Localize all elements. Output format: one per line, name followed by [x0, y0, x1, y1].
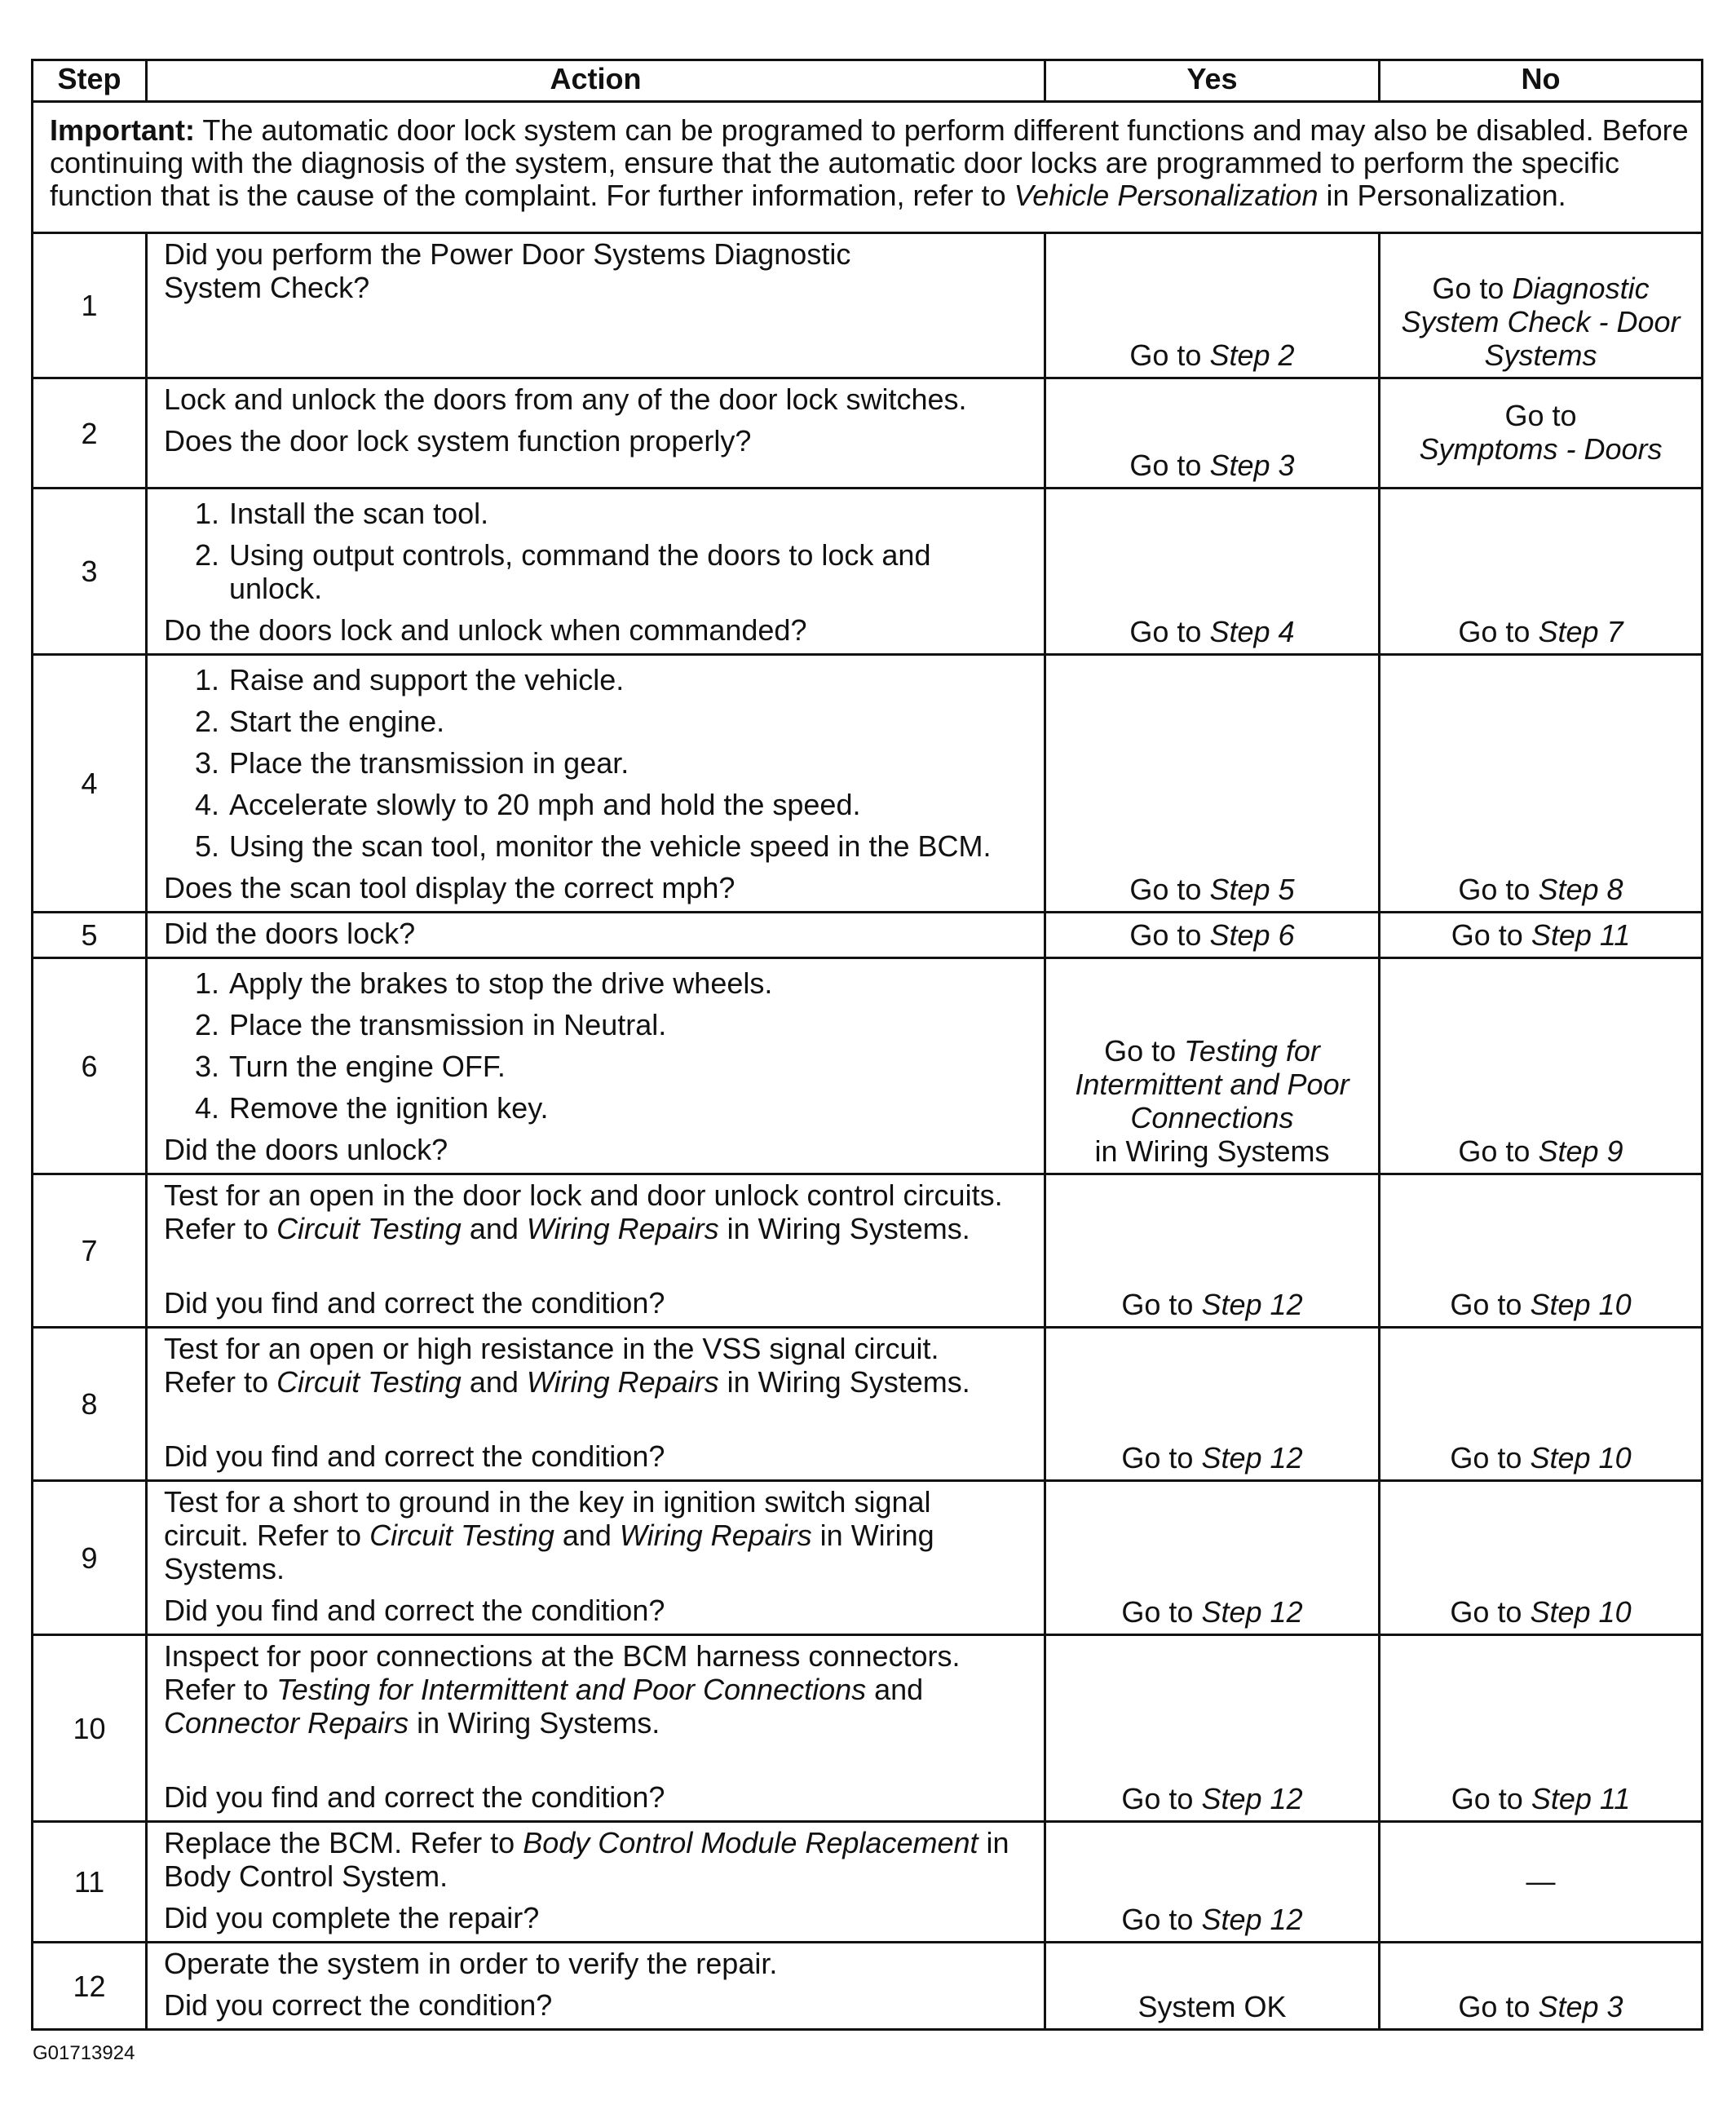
action-text: Replace the BCM. Refer to Body Control Module Replacement in Body Control System.: [164, 1826, 1009, 1893]
no-link[interactable]: Step 7: [1538, 615, 1623, 648]
action-question: Do the doors lock and unlock when commanded?: [164, 613, 807, 647]
table-row: [33, 1635, 1703, 1822]
yes-link[interactable]: Testing for Intermittent and Poor Connections: [1075, 1034, 1349, 1134]
yes-cell: [1045, 1328, 1380, 1481]
goto-text: Go to: [1504, 399, 1577, 432]
no-link[interactable]: Symptoms - Doors: [1419, 432, 1663, 466]
important-text: The automatic door lock system can be programed to perform different functions and may also be disabled. Before continuing with the diagnosis of the system, ensure that the automatic door locks are programmed to perform the specific function that is the cause of the complaint. For further information, refer to: [50, 113, 1689, 212]
yes-cell: [1045, 1635, 1380, 1822]
ref-link[interactable]: Wiring Repairs: [526, 1212, 719, 1245]
goto-text: Go to: [1121, 1903, 1194, 1936]
diagnostic-table: [31, 59, 1703, 2031]
no-link[interactable]: Step 10: [1530, 1288, 1632, 1321]
ref-link[interactable]: Circuit Testing: [369, 1519, 554, 1552]
ref-link[interactable]: Body Control Module Replacement: [523, 1826, 978, 1859]
no-cell: [1380, 378, 1703, 489]
action-cell: [147, 489, 1045, 655]
action-text: Test for an open in the door lock and door unlock control circuits. Refer to Circuit Testing and Wiring Repairs in Wiring Systems.: [164, 1178, 1003, 1245]
table-row: [33, 1174, 1703, 1328]
step-number: 5: [33, 913, 147, 958]
step-number: 11: [33, 1822, 147, 1943]
action-cell: [147, 1822, 1045, 1943]
yes-cell: [1045, 1481, 1380, 1635]
action-cell: [147, 233, 1045, 378]
yes-cell: [1045, 489, 1380, 655]
no-cell: [1380, 1481, 1703, 1635]
no-cell: [1380, 1174, 1703, 1328]
no-cell: [1380, 1328, 1703, 1481]
action-question: Did the doors lock?: [164, 917, 416, 950]
list-item: 1. Apply the brakes to stop the drive wheels.: [194, 966, 773, 1000]
yes-link[interactable]: Step 4: [1209, 615, 1295, 648]
goto-text: Go to: [1129, 918, 1202, 952]
yes-link[interactable]: Step 12: [1201, 1288, 1303, 1321]
list-item: 2. Place the transmission in Neutral.: [194, 1008, 667, 1041]
action-cell: [147, 913, 1045, 958]
yes-cell: [1045, 1822, 1380, 1943]
yes-link[interactable]: Step 12: [1201, 1595, 1303, 1629]
action-text: Test for a short to ground in the key in ignition switch signal circuit. Refer to Circuit Testing and Wiring Repairs in Wiring Systems.: [164, 1485, 934, 1585]
goto-text: Go to: [1458, 1990, 1531, 2023]
action-cell: [147, 378, 1045, 489]
table-row: [33, 489, 1703, 655]
important-ref: Vehicle Personalization: [1014, 179, 1319, 212]
goto-text: Go to: [1450, 1288, 1522, 1321]
table-row: [33, 655, 1703, 913]
action-question: Does the door lock system function properly?: [164, 424, 752, 458]
goto-text: Go to: [1451, 1782, 1523, 1815]
goto-text: Go to: [1121, 1441, 1194, 1475]
goto-text: Go to: [1129, 449, 1202, 482]
yes-cell: [1045, 378, 1380, 489]
action-question: Did the doors unlock?: [164, 1133, 448, 1166]
action-text: Lock and unlock the doors from any of the door lock switches.: [164, 382, 967, 416]
no-link[interactable]: Step 3: [1538, 1990, 1623, 2023]
goto-text: Go to: [1129, 338, 1202, 372]
list-item: 4. Remove the ignition key.: [194, 1091, 549, 1125]
action-cell: [147, 1174, 1045, 1328]
no-cell: [1380, 958, 1703, 1174]
step-list: [164, 663, 1036, 863]
header-action: Action: [147, 60, 1045, 102]
list-item: 5. Using the scan tool, monitor the vehicle speed in the BCM.: [194, 829, 992, 863]
step-number: 2: [33, 378, 147, 489]
no-dash: —: [1526, 1864, 1556, 1898]
list-item: 4. Accelerate slowly to 20 mph and hold the speed.: [194, 788, 861, 821]
yes-link[interactable]: Step 6: [1209, 918, 1295, 952]
step-number: 6: [33, 958, 147, 1174]
list-item: 2. Using output controls, command the doors to lock and unlock.: [194, 538, 931, 605]
list-item: 1. Raise and support the vehicle.: [194, 663, 625, 696]
yes-cell: [1045, 958, 1380, 1174]
list-item: 3. Turn the engine OFF.: [194, 1050, 506, 1083]
no-cell: [1380, 655, 1703, 913]
yes-link[interactable]: Step 12: [1201, 1782, 1303, 1815]
goto-text: Go to: [1121, 1782, 1194, 1815]
action-cell: [147, 958, 1045, 1174]
no-cell: [1380, 489, 1703, 655]
ref-link[interactable]: Wiring Repairs: [526, 1365, 719, 1399]
important-row: [33, 102, 1703, 233]
yes-result: System OK: [1137, 1990, 1287, 2023]
goto-text: Go to: [1129, 615, 1202, 648]
ref-link[interactable]: Circuit Testing: [276, 1365, 462, 1399]
step-number: 7: [33, 1174, 147, 1328]
ref-link[interactable]: Circuit Testing: [276, 1212, 462, 1245]
step-number: 10: [33, 1635, 147, 1822]
step-number: 1: [33, 233, 147, 378]
yes-cell: [1045, 233, 1380, 378]
table-row: [33, 1481, 1703, 1635]
list-item: 1. Install the scan tool.: [194, 497, 489, 530]
step-number: 3: [33, 489, 147, 655]
action-cell: [147, 655, 1045, 913]
no-link[interactable]: Step 11: [1531, 918, 1631, 952]
ref-link[interactable]: Wiring Repairs: [619, 1519, 812, 1552]
table-row: [33, 958, 1703, 1174]
action-cell: [147, 1635, 1045, 1822]
action-question: Did you correct the condition?: [164, 1988, 553, 2022]
no-link[interactable]: Step 9: [1538, 1134, 1623, 1168]
step-list: [164, 497, 1036, 605]
goto-text: Go to: [1458, 873, 1531, 906]
table-row: [33, 1822, 1703, 1943]
goto-text: Go to: [1104, 1034, 1177, 1068]
step-number: 12: [33, 1943, 147, 2030]
goto-text: Go to: [1458, 615, 1531, 648]
goto-text: Go to: [1129, 873, 1202, 906]
important-note: [33, 102, 1703, 233]
action-cell: [147, 1328, 1045, 1481]
no-link[interactable]: Step 8: [1538, 873, 1623, 906]
action-question: Did you find and correct the condition?: [164, 1780, 665, 1814]
no-link[interactable]: Step 10: [1530, 1441, 1632, 1475]
header-no: No: [1380, 60, 1703, 102]
action-cell: [147, 1481, 1045, 1635]
table-row: [33, 1943, 1703, 2030]
goto-text: Go to: [1121, 1595, 1194, 1629]
list-item: 2. Start the engine.: [194, 705, 445, 738]
goto-text: Go to: [1458, 1134, 1531, 1168]
goto-text: Go to: [1121, 1288, 1194, 1321]
no-cell: [1380, 913, 1703, 958]
ref-link[interactable]: Testing for Intermittent and Poor Connections: [276, 1673, 867, 1706]
action-question: Does the scan tool display the correct mph?: [164, 871, 735, 904]
goto-text: Go to: [1432, 272, 1504, 305]
yes-link[interactable]: Step 12: [1201, 1903, 1303, 1936]
yes-cell: [1045, 1943, 1380, 2030]
no-cell: [1380, 1943, 1703, 2030]
no-cell: [1380, 233, 1703, 378]
step-number: 4: [33, 655, 147, 913]
action-question: Did you find and correct the condition?: [164, 1594, 665, 1627]
yes-cell: [1045, 655, 1380, 913]
ref-link[interactable]: Connector Repairs: [164, 1706, 409, 1740]
table-row: [33, 1328, 1703, 1481]
step-list: [164, 966, 1036, 1125]
figure-id: G01713924: [33, 2042, 135, 2064]
yes-cell: [1045, 913, 1380, 958]
no-cell: [1380, 1635, 1703, 1822]
yes-cell: [1045, 1174, 1380, 1328]
step-number: 8: [33, 1328, 147, 1481]
action-question: Did you find and correct the condition?: [164, 1439, 665, 1473]
no-link[interactable]: Step 10: [1530, 1595, 1632, 1629]
goto-text: Go to: [1450, 1441, 1522, 1475]
goto-text: Go to: [1450, 1595, 1522, 1629]
action-text: Inspect for poor connections at the BCM harness connectors. Refer to Testing for Intermittent and Poor Connections and Connector Repairs in Wiring Systems.: [164, 1639, 961, 1740]
yes-link[interactable]: Step 2: [1209, 338, 1295, 372]
goto-text: Go to: [1451, 918, 1523, 952]
no-cell: [1380, 1822, 1703, 1943]
yes-link[interactable]: Step 3: [1209, 449, 1295, 482]
action-text: Operate the system in order to verify the repair.: [164, 1947, 778, 1980]
no-link[interactable]: Step 11: [1531, 1782, 1631, 1815]
no-link[interactable]: Diagnostic System Check - Door Systems: [1401, 272, 1681, 372]
important-label: Important:: [50, 113, 195, 147]
action-question: Did you perform the Power Door Systems Diagnostic System Check?: [164, 237, 851, 304]
step-number: 9: [33, 1481, 147, 1635]
header-yes: Yes: [1045, 60, 1380, 102]
action-question: Did you find and correct the condition?: [164, 1286, 665, 1320]
yes-suffix: in Wiring Systems: [1094, 1134, 1330, 1168]
table-row: [33, 913, 1703, 958]
list-item: 3. Place the transmission in gear.: [194, 746, 629, 780]
table-row: [33, 233, 1703, 378]
header-step: Step: [33, 60, 147, 102]
action-question: Did you complete the repair?: [164, 1901, 540, 1934]
table-row: [33, 378, 1703, 489]
important-text-end: in Personalization.: [1318, 179, 1566, 212]
yes-link[interactable]: Step 12: [1201, 1441, 1303, 1475]
header-row: [33, 60, 1703, 102]
action-cell: [147, 1943, 1045, 2030]
yes-link[interactable]: Step 5: [1209, 873, 1295, 906]
action-text: Test for an open or high resistance in the VSS signal circuit. Refer to Circuit Testing and Wiring Repairs in Wiring Systems.: [164, 1332, 970, 1399]
